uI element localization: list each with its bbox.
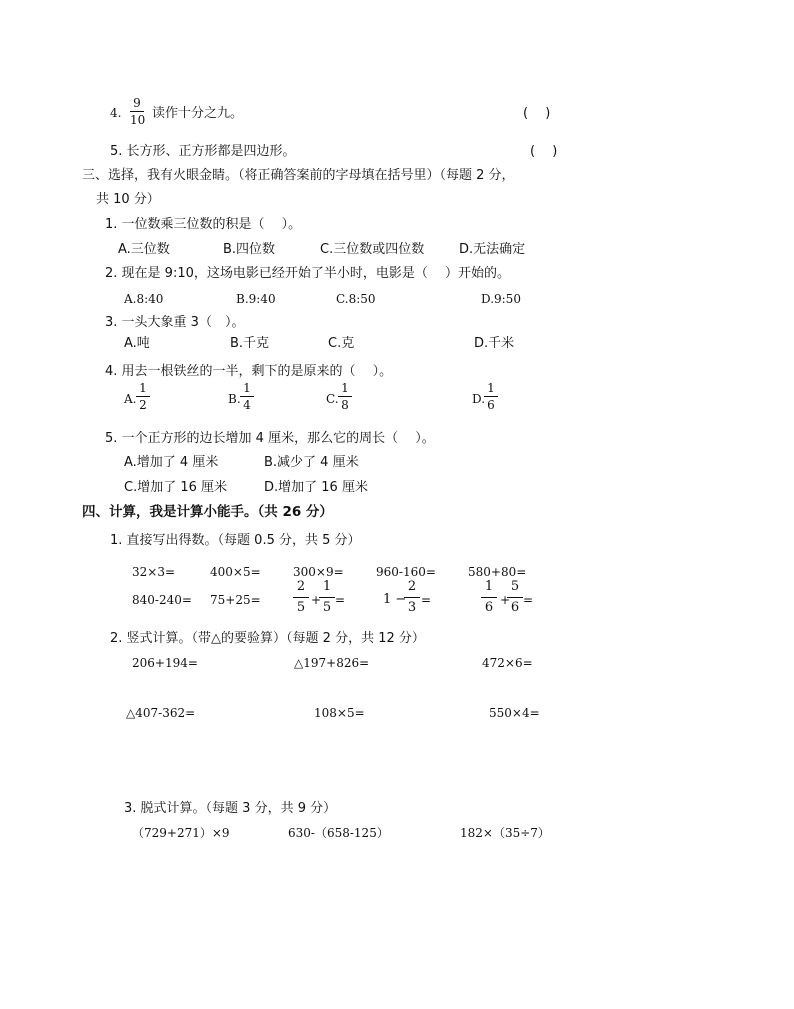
choice-q2-option-a[interactable]: A.8:40 xyxy=(124,292,164,306)
mental-calc-item: 840-240= xyxy=(132,593,192,607)
fraction-denominator: 8 xyxy=(341,398,349,412)
choice-q1-text: 1. 一位数乘三位数的积是（ ）。 xyxy=(105,217,302,232)
choice-q5-option-b[interactable]: B.减少了 4 厘米 xyxy=(264,455,359,470)
fraction-denominator: 10 xyxy=(130,113,146,127)
fraction-numerator: 1 xyxy=(341,381,349,395)
step-calc-item: （729+271）×9 xyxy=(132,826,230,840)
choice-q3-option-b[interactable]: B.千克 xyxy=(230,336,270,351)
vertical-calc-item: △197+826= xyxy=(294,656,370,670)
choice-q4-text: 4. 用去一根铁丝的一半，剩下的是原来的（ ）。 xyxy=(105,364,393,379)
choice-q4-option-a-letter[interactable]: A. xyxy=(124,392,137,406)
plus-operator: + xyxy=(500,593,511,607)
mental-calc-item: 32×3= xyxy=(132,565,176,579)
fraction-1-5 xyxy=(319,579,335,616)
fraction-denominator: 6 xyxy=(487,398,495,412)
section-choice-header: 三、选择，我有火眼金睛。（将正确答案前的字母填在括号里）（每题 2 分， xyxy=(82,168,515,183)
mental-calc-item: 75+25= xyxy=(210,593,261,607)
judge-q4-fraction xyxy=(130,96,144,127)
vertical-calc-item: 206+194= xyxy=(132,656,198,670)
fraction-5-6 xyxy=(507,579,523,616)
fraction-2-5 xyxy=(293,579,309,616)
choice-q1-option-c[interactable]: C.三位数或四位数 xyxy=(320,242,425,257)
section-calc-header: 四、计算，我是计算小能手。（共 26 分） xyxy=(82,504,333,520)
vertical-calc-item: 550×4= xyxy=(489,706,540,720)
fraction-denominator: 3 xyxy=(407,600,417,615)
fraction-numerator: 1 xyxy=(487,381,495,395)
plus-operator: + xyxy=(311,593,322,607)
fraction-numerator: 1 xyxy=(484,579,494,594)
choice-q2-text: 2. 现在是 9:10，这场电影已经开始了半小时，电影是（ ）开始的。 xyxy=(105,266,510,281)
fraction-numerator: 1 xyxy=(243,381,251,395)
choice-q4-option-c-letter[interactable]: C. xyxy=(326,392,339,406)
fraction-denominator: 5 xyxy=(322,600,332,615)
fraction-denominator: 6 xyxy=(510,600,520,615)
fraction-numerator: 9 xyxy=(133,96,141,110)
fraction-denominator: 6 xyxy=(484,600,494,615)
choice-q2-option-d[interactable]: D.9:50 xyxy=(481,292,521,306)
fraction-numerator: 5 xyxy=(510,579,520,594)
choice-q4-option-d-fraction[interactable] xyxy=(484,381,498,412)
choice-q3-option-c[interactable]: C.克 xyxy=(328,336,355,351)
equals-sign: = xyxy=(421,593,432,607)
choice-q4-option-a-fraction[interactable] xyxy=(136,381,150,412)
vertical-calc-item: 108×5= xyxy=(314,706,365,720)
choice-q2-option-b[interactable]: B.9:40 xyxy=(236,292,276,306)
calc-p1-title: 1. 直接写出得数。（每题 0.5 分，共 5 分） xyxy=(110,533,361,548)
step-calc-item: 182×（35÷7） xyxy=(460,826,550,840)
fraction-numerator: 2 xyxy=(296,579,306,594)
step-calc-item: 630-（658-125） xyxy=(288,826,389,840)
mental-calc-item: 300×9= xyxy=(293,565,344,579)
minuend-one: 1 − xyxy=(383,592,407,607)
judge-q5-text: 5. 长方形、正方形都是四边形。 xyxy=(110,144,296,159)
equals-sign: = xyxy=(335,593,346,607)
fraction-2-3 xyxy=(404,579,420,616)
fraction-denominator: 2 xyxy=(139,398,147,412)
choice-q1-option-d[interactable]: D.无法确定 xyxy=(459,242,526,257)
choice-q2-option-c[interactable]: C.8:50 xyxy=(336,292,376,306)
mental-calc-item: 960-160= xyxy=(376,565,436,579)
choice-q3-option-a[interactable]: A.吨 xyxy=(124,336,150,351)
fraction-numerator: 1 xyxy=(139,381,147,395)
mental-calc-item: 400×5= xyxy=(210,565,261,579)
choice-q4-option-b-letter[interactable]: B. xyxy=(228,392,241,406)
judge-q4-answer-paren[interactable]: ( ) xyxy=(523,106,551,121)
choice-q5-option-a[interactable]: A.增加了 4 厘米 xyxy=(124,455,219,470)
vertical-calc-item: 472×6= xyxy=(482,656,533,670)
judge-q5-answer-paren[interactable]: ( ) xyxy=(530,144,558,159)
fraction-denominator: 5 xyxy=(296,600,306,615)
calc-p3-title: 3. 脱式计算。（每题 3 分，共 9 分） xyxy=(124,801,337,816)
choice-q1-option-b[interactable]: B.四位数 xyxy=(223,242,276,257)
judge-q4-number: 4. xyxy=(110,106,122,120)
fraction-1-6 xyxy=(481,579,497,616)
choice-q4-option-b-fraction[interactable] xyxy=(240,381,254,412)
choice-q1-option-a[interactable]: A.三位数 xyxy=(118,242,170,257)
choice-q5-text: 5. 一个正方形的边长增加 4 厘米，那么它的周长（ ）。 xyxy=(105,431,435,446)
fraction-numerator: 1 xyxy=(322,579,332,594)
choice-q4-option-c-fraction[interactable] xyxy=(338,381,352,412)
calc-p2-title: 2. 竖式计算。（带△的要验算）（每题 2 分，共 12 分） xyxy=(110,631,425,646)
judge-q4-text: 读作十分之九。 xyxy=(152,106,244,121)
choice-q5-option-c[interactable]: C.增加了 16 厘米 xyxy=(124,480,228,495)
choice-q5-option-d[interactable]: D.增加了 16 厘米 xyxy=(264,480,368,495)
section-choice-header-cont: 共 10 分） xyxy=(96,192,160,207)
mental-calc-item: 580+80= xyxy=(468,565,527,579)
choice-q4-option-d-letter[interactable]: D. xyxy=(472,392,486,406)
fraction-denominator: 4 xyxy=(243,398,251,412)
fraction-numerator: 2 xyxy=(407,579,417,594)
equals-sign: = xyxy=(523,593,534,607)
choice-q3-text: 3. 一头大象重 3（ ）。 xyxy=(105,315,245,330)
choice-q3-option-d[interactable]: D.千米 xyxy=(474,336,515,351)
vertical-calc-item: △407-362= xyxy=(126,706,196,720)
